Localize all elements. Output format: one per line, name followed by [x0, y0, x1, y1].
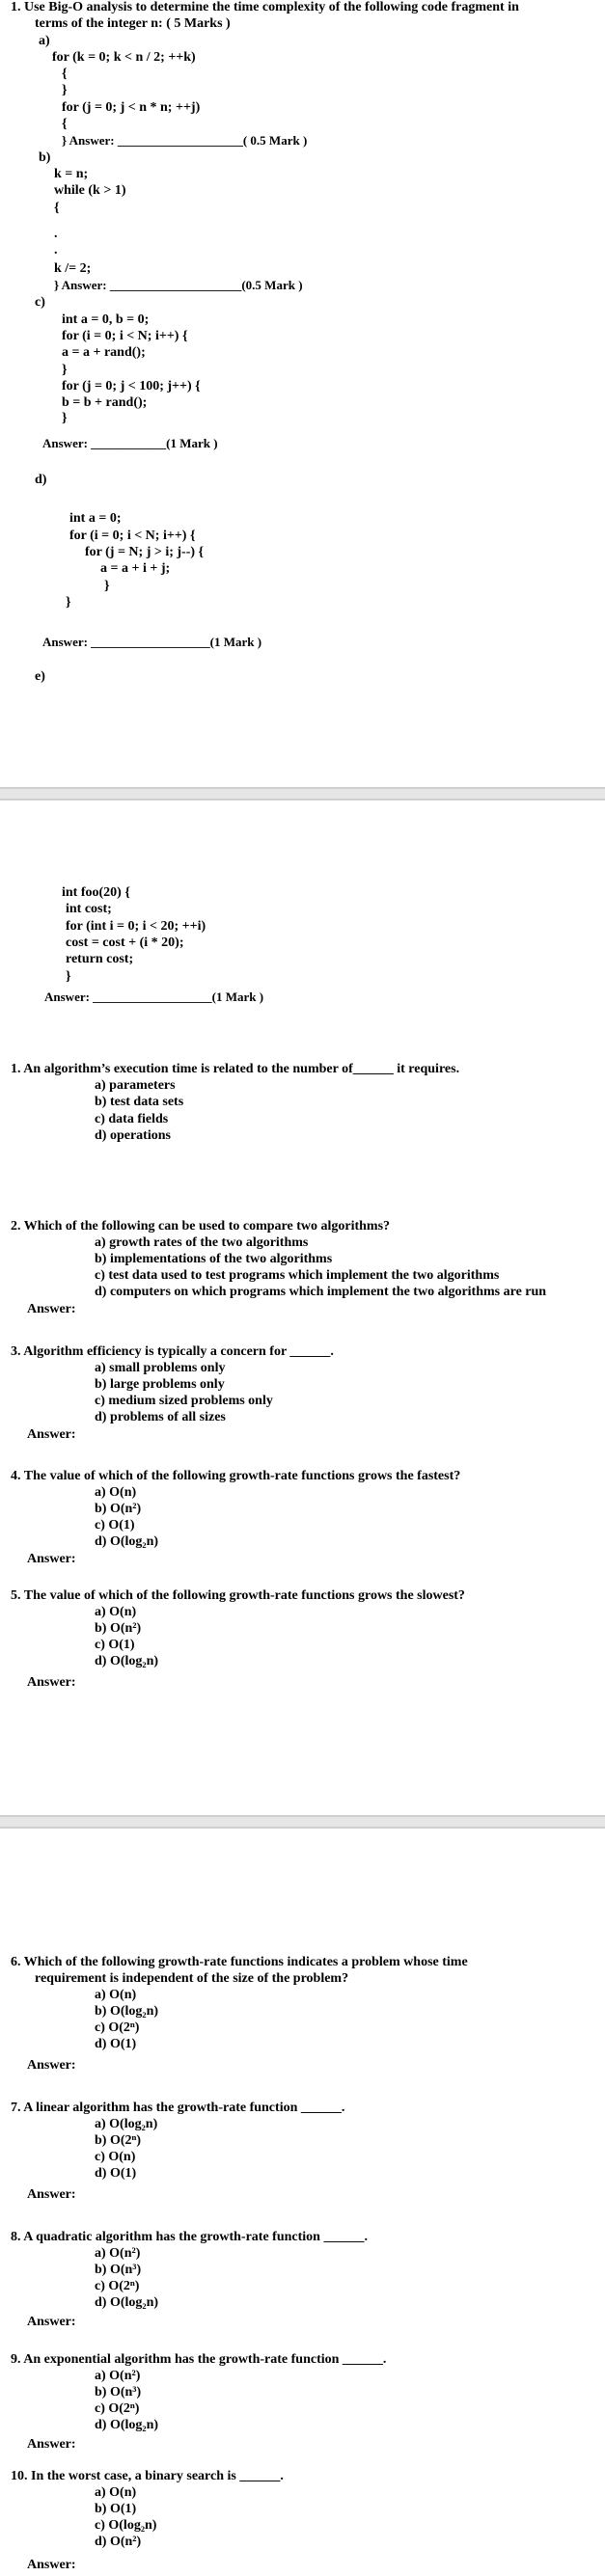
- mc-option: a) O(n): [95, 1988, 137, 2002]
- code-line: for (i = 0; i < N; i++) {: [69, 529, 196, 543]
- code-line: k = n;: [54, 167, 89, 181]
- mc-question-5: 5. The value of which of the following growth-rate functions grows the slowest?: [11, 1588, 465, 1603]
- code-line: }: [62, 363, 68, 377]
- mc-option: a) O(n): [95, 2485, 137, 2500]
- code-line: int a = 0;: [69, 511, 122, 526]
- code-line: for (j = 0; j < 100; j++) {: [62, 379, 201, 393]
- mc-option: d) O(n²): [95, 2535, 142, 2549]
- mc-option: c) O(n): [95, 2150, 136, 2164]
- mc-option: b) large problems only: [95, 1377, 225, 1392]
- mc-option: b) O(n³): [95, 2263, 142, 2277]
- code-line: for (j = 0; j < n * n; ++j): [62, 100, 201, 115]
- code-line: .: [54, 227, 58, 241]
- mc-option: d) problems of all sizes: [95, 1410, 226, 1424]
- mc-option: a) parameters: [95, 1078, 176, 1093]
- code-line: {: [62, 67, 68, 81]
- mc-option: a) growth rates of the two algorithms: [95, 1235, 309, 1250]
- part-b-answer: } Answer: _____________________(0.5 Mark ): [54, 278, 303, 292]
- mc-option: d) operations: [95, 1128, 171, 1143]
- mc-question-9: 9. An exponential algorithm has the growth-rate function ______.: [11, 2352, 387, 2367]
- part-c-answer: Answer: ____________(1 Mark ): [42, 436, 218, 450]
- mc-question-1: 1. An algorithm’s execution time is related to the number of______ it requires.: [11, 1062, 460, 1076]
- code-line: {: [62, 117, 68, 131]
- code-line: cost = cost + (i * 20);: [66, 935, 184, 950]
- question-1-heading-cont: terms of the integer n: ( 5 Marks ): [35, 16, 231, 31]
- page-separator: [0, 787, 605, 800]
- code-line: k /= 2;: [54, 261, 92, 276]
- code-line: int foo(20) {: [62, 885, 130, 900]
- mc-option: b) test data sets: [95, 1095, 184, 1109]
- mc-option: b) O(2ⁿ): [95, 2133, 142, 2148]
- answer-label: Answer:: [27, 2437, 76, 2452]
- answer-label: Answer:: [27, 2315, 76, 2329]
- mc-option: a) small problems only: [95, 1361, 226, 1375]
- mc-option: b) implementations of the two algorithms: [95, 1252, 333, 1266]
- code-line: }: [66, 969, 71, 984]
- code-line: }: [62, 83, 68, 97]
- part-d-label: d): [35, 473, 47, 487]
- part-e-label: e): [35, 669, 45, 684]
- page-3: [0, 1829, 605, 2576]
- mc-question-10: 10. In the worst case, a binary search is ______.: [11, 2469, 284, 2483]
- answer-label: Answer:: [27, 2187, 76, 2202]
- mc-option: c) O(log₂n): [95, 2518, 157, 2533]
- mc-option: d) O(log₂n): [95, 2418, 159, 2432]
- answer-label: Answer:: [27, 1552, 76, 1566]
- part-c-label: c): [35, 295, 45, 310]
- code-line: while (k > 1): [54, 183, 126, 198]
- mc-question-3: 3. Algorithm efficiency is typically a concern for ______.: [11, 1344, 334, 1359]
- code-line: int cost;: [66, 902, 112, 916]
- mc-option: c) medium sized problems only: [95, 1394, 273, 1408]
- code-line: for (i = 0; i < N; i++) {: [62, 329, 188, 343]
- page-2: [0, 800, 605, 1815]
- page-1: [0, 0, 605, 791]
- mc-question-2: 2. Which of the following can be used to compare two algorithms?: [11, 1219, 391, 1234]
- mc-option: b) O(n²): [95, 1621, 142, 1636]
- mc-option: c) O(1): [95, 1638, 135, 1652]
- code-line: int a = 0, b = 0;: [62, 312, 150, 327]
- mc-option: d) O(1): [95, 2166, 137, 2181]
- mc-option: a) O(n²): [95, 2246, 141, 2261]
- mc-option: c) data fields: [95, 1112, 169, 1126]
- answer-label: Answer:: [27, 1302, 76, 1316]
- code-line: a = a + i + j;: [100, 561, 171, 576]
- answer-label: Answer:: [27, 2058, 76, 2073]
- answer-label: Answer:: [27, 2558, 76, 2572]
- mc-option: d) O(1): [95, 2037, 137, 2051]
- mc-option: b) O(1): [95, 2502, 137, 2516]
- mc-option: a) O(n²): [95, 2369, 141, 2383]
- page-separator: [0, 1815, 605, 1829]
- mc-option: b) O(n²): [95, 1502, 142, 1516]
- part-d-answer: Answer: ___________________(1 Mark ): [42, 635, 262, 649]
- mc-option: a) O(n): [95, 1485, 137, 1500]
- code-line: for (int i = 0; i < 20; ++i): [66, 919, 206, 934]
- mc-option: d) O(log₂n): [95, 2295, 159, 2310]
- code-line: }: [62, 411, 68, 425]
- mc-option: a) O(n): [95, 1605, 137, 1619]
- mc-option: d) O(log₂n): [95, 1654, 159, 1668]
- mc-option: c) test data used to test programs which implement the two algorithms: [95, 1268, 500, 1283]
- answer-label: Answer:: [27, 1427, 76, 1442]
- question-1-heading: 1. Use Big-O analysis to determine the time complexity of the following code fragment in: [11, 0, 519, 14]
- code-line: for (j = N; j > i; j--) {: [85, 545, 205, 559]
- answer-label: Answer:: [27, 1675, 76, 1690]
- mc-option: c) O(2ⁿ): [95, 2279, 140, 2293]
- code-line: a = a + rand();: [62, 345, 146, 360]
- code-line: }: [104, 579, 110, 593]
- code-line: b = b + rand();: [62, 395, 148, 410]
- mc-question-6: 6. Which of the following growth-rate functions indicates a problem whose time: [11, 1955, 468, 1969]
- mc-option: c) O(1): [95, 1518, 135, 1532]
- code-line: .: [54, 243, 58, 258]
- code-line: {: [54, 201, 60, 215]
- mc-question-8: 8. A quadratic algorithm has the growth-rate function ______.: [11, 2230, 368, 2244]
- mc-option: d) O(log₂n): [95, 1534, 159, 1549]
- mc-option: b) O(n³): [95, 2385, 142, 2400]
- code-line: for (k = 0; k < n / 2; ++k): [52, 50, 196, 65]
- mc-option: c) O(2ⁿ): [95, 2020, 140, 2035]
- mc-option: b) O(log₂n): [95, 2004, 159, 2019]
- part-a-label: a): [39, 34, 50, 48]
- mc-option: d) computers on which programs which implement the two algorithms are run: [95, 1285, 547, 1299]
- mc-question-6-cont: requirement is independent of the size of the problem?: [35, 1971, 349, 1986]
- code-line: }: [66, 595, 71, 610]
- part-e-answer: Answer: ___________________(1 Mark ): [44, 990, 264, 1004]
- mc-question-7: 7. A linear algorithm has the growth-rate function ______.: [11, 2101, 345, 2115]
- code-line: return cost;: [66, 952, 134, 966]
- mc-option: c) O(2ⁿ): [95, 2401, 140, 2416]
- mc-question-4: 4. The value of which of the following growth-rate functions grows the fastest?: [11, 1469, 461, 1483]
- mc-option: a) O(log₂n): [95, 2117, 158, 2131]
- part-b-label: b): [39, 150, 51, 165]
- part-a-answer: } Answer: ____________________( 0.5 Mark ): [62, 133, 308, 148]
